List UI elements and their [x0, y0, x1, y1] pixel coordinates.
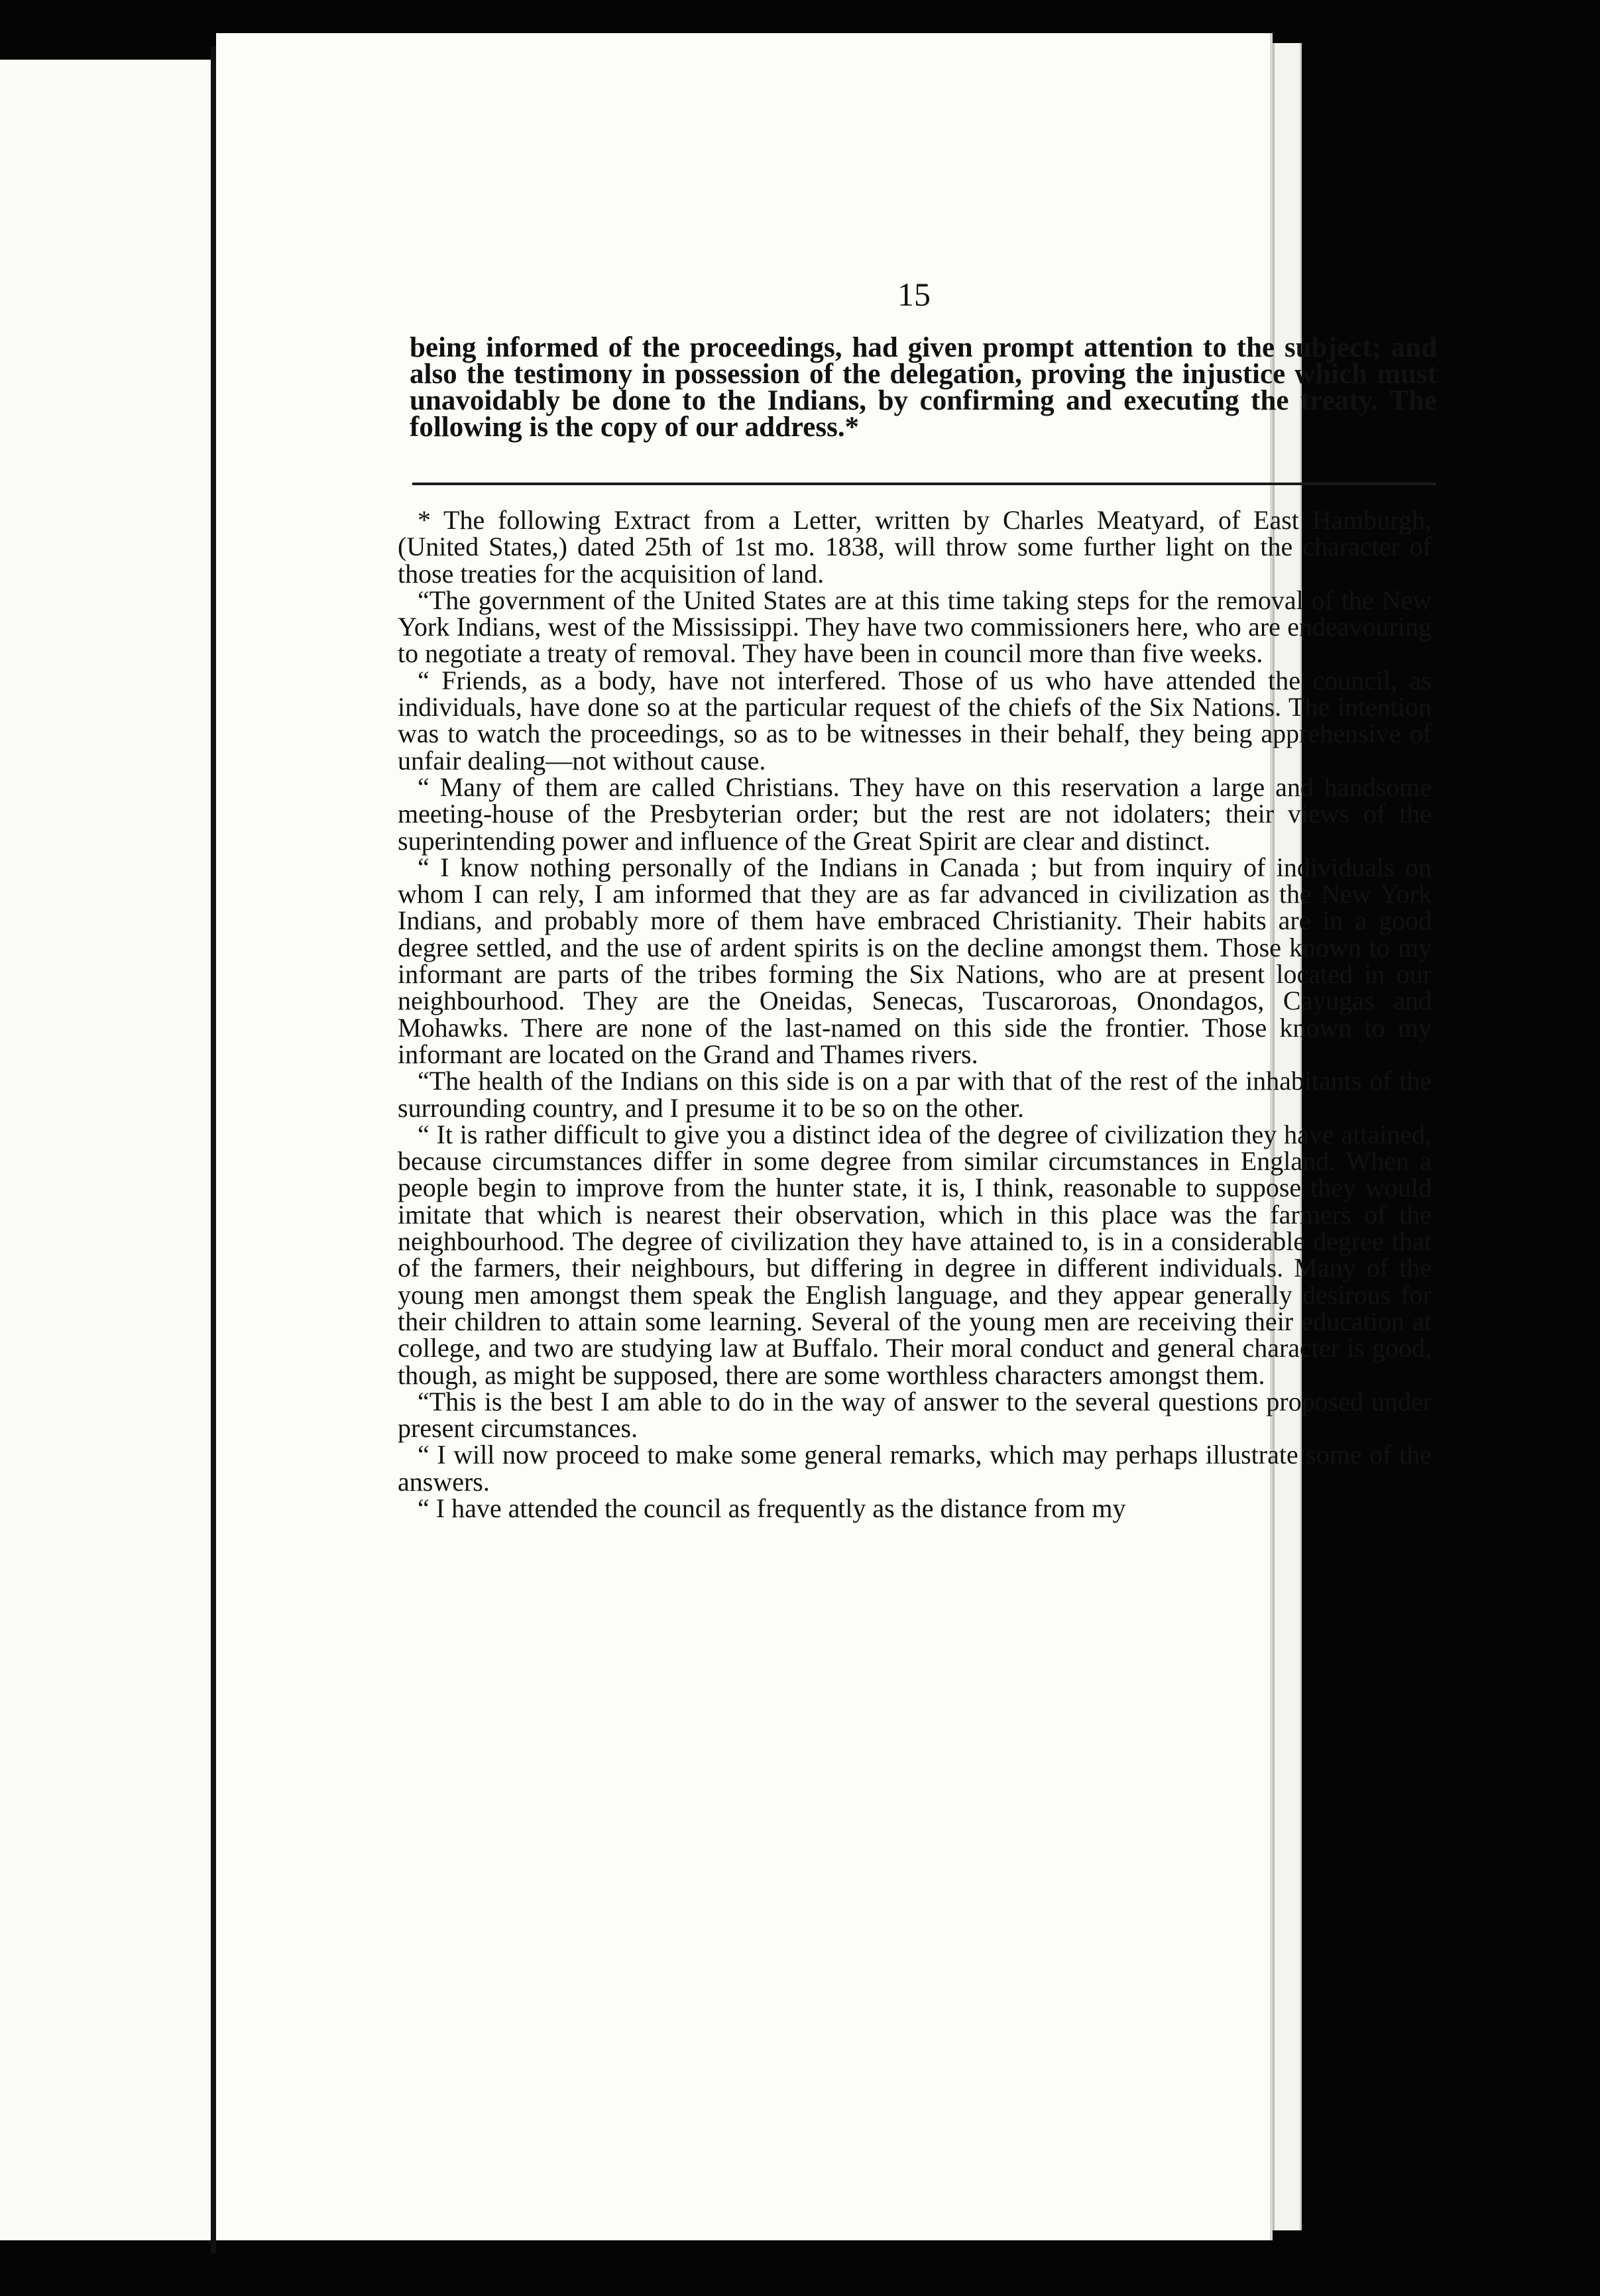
footnote-paragraph: “ Friends, as a body, have not interfered. Those of us who have attended the council, as individuals, have done so at the particular request of the chiefs of the Six Nations. The intention was to watch the proceedings, so as to be witnesses in their behalf, they being apprehensive of unfair dealing—not without cause. [398, 665, 1432, 775]
book-gutter [211, 46, 216, 2254]
footnote-paragraph: “The health of the Indians on this side is on a par with that of the rest of the inhabitants of the surrounding country, and I presume it to be so on the other. [398, 1066, 1432, 1123]
footnote-paragraph: * The following Extract from a Letter, written by Charles Meatyard, of East Hamburgh, (United States,) dated 25th of 1st mo. 1838, will throw some further light on the character of those treaties for the acquisition of land. [398, 505, 1432, 589]
footnote [398, 507, 1432, 1522]
footnote-divider [412, 483, 1436, 485]
page-number: 15 [897, 276, 931, 313]
footnote-paragraph: “The government of the United States are at this time taking steps for the removal of the New York Indians, west of the Mississippi. They have two commissioners here, who are endeavouring to negotiate a treaty of removal. They have been in council more than five weeks. [398, 585, 1432, 669]
footnote-paragraph: “ I know nothing personally of the Indians in Canada ; but from inquiry of individuals on whom I can rely, I am informed that they are as far advanced in civilization as the New York Indians, and probably more of them have embraced Christianity. Their habits are in a good degree settled, and the use of ardent spirits is on the decline amongst them. Those known to my informant are parts of the tribes forming the Six Nations, who are at present located in our neighbourhood. They are the Oneidas, Senecas, Tuscaroroas, Onondagos, Cayugas and Mohawks. There are none of the last-named on this side the frontier. Those known to my informant are located on the Grand and Thames rivers. [398, 852, 1432, 1069]
footnote-paragraph: “ Many of them are called Christians. They have on this reservation a large and handsome meeting-house of the Presbyterian order; but the rest are not idolaters; their views of the superintending power and influence of the Great Spirit are clear and distinct. [398, 772, 1432, 856]
main-paragraph: being informed of the proceedings, had given prompt attention to the subject; and also the testimony in possession of the delegation, proving the injustice which must unavoidably be done to the Indians, by confirming and executing the treaty. The following is the copy of our address.* [410, 332, 1437, 443]
footnote-paragraph: “ I will now proceed to make some general remarks, which may perhaps illustrate some of the answers. [398, 1440, 1432, 1497]
left-page-edge [0, 60, 211, 2240]
footnote-paragraph: “ I have attended the council as frequently as the distance from my [418, 1493, 1126, 1523]
footnote-paragraph: “ It is rather difficult to give you a distinct idea of the degree of civilization they have attained, because circumstances differ in some degree from similar circumstances in England. When a people begin to improve from the hunter state, it is, I think, reasonable to suppose they would imitate that which is nearest their observation, which in this place was the farmers of the neighbourhood. The degree of civilization they have attained to, is in a considerable degree that of the farmers, their neighbours, but differing in degree in different individuals. Many of the young men amongst them speak the English language, and they appear generally desirous for their children to attain some learning. Several of the young men are receiving their education at college, and two are studying law at Buffalo. Their moral conduct and general character is good, though, as might be supposed, there are some worthless characters amongst them. [398, 1119, 1432, 1390]
footnote-paragraph: “This is the best I am able to do in the way of answer to the several questions proposed under present circumstances. [398, 1386, 1432, 1444]
